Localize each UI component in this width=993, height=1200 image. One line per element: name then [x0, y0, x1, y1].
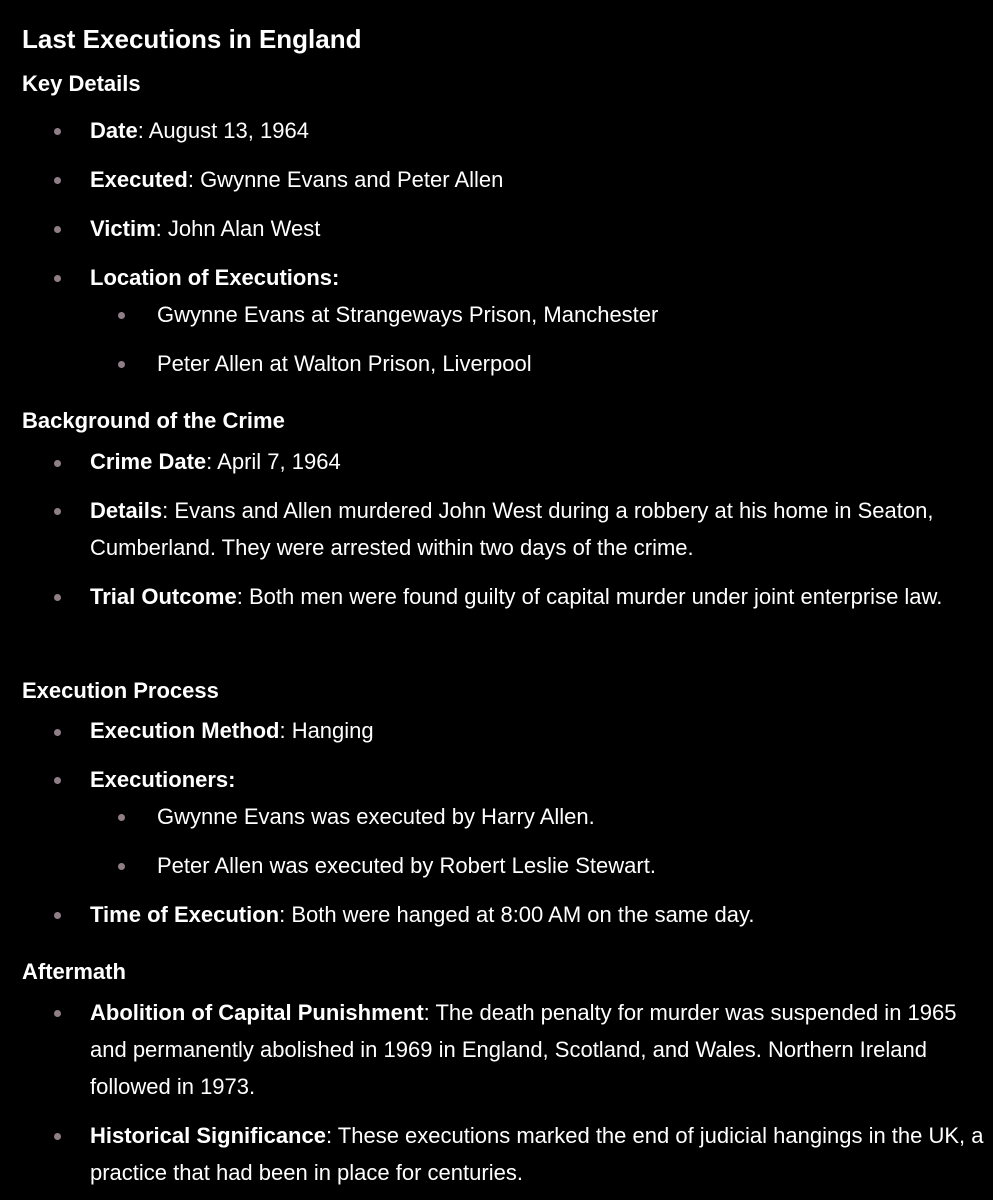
bullet-icon	[118, 312, 125, 319]
bullet-icon	[54, 460, 61, 467]
list-item-crime-date	[90, 443, 985, 480]
list-item-time-of-execution	[90, 896, 985, 933]
item-text: Gwynne Evans and Peter Allen	[200, 167, 504, 192]
item-text: Both men were found guilty of capital murder under joint enterprise law.	[248, 584, 943, 609]
item-label: Executioners	[90, 767, 229, 792]
sub-list-item: Peter Allen at Walton Prison, Liverpool	[157, 351, 532, 376]
list-item-victim	[90, 210, 985, 247]
item-separator: :	[325, 1123, 338, 1148]
item-separator: :	[206, 449, 218, 474]
section-heading-aftermath: Aftermath	[22, 959, 126, 984]
bullet-icon	[54, 177, 61, 184]
list-item-trial-outcome	[90, 578, 985, 615]
item-separator: :	[137, 118, 149, 143]
section-heading-execution-process: Execution Process	[22, 678, 219, 703]
item-label: Trial Outcome	[90, 584, 237, 609]
item-label: Abolition of Capital Punishment	[90, 1000, 424, 1025]
bullet-icon	[54, 729, 61, 736]
item-text: These executions marked the end of judicial hangings in the UK, a practice that had been in place for centuries.	[90, 1123, 984, 1185]
bullet-icon	[54, 1133, 61, 1140]
item-label: Executed	[90, 167, 188, 192]
item-text: August 13, 1964	[148, 118, 309, 143]
list-item-execution-method	[90, 712, 985, 749]
list-item-executioners	[90, 761, 985, 798]
bullet-icon	[118, 361, 125, 368]
item-label: Victim	[90, 216, 156, 241]
bullet-icon	[54, 275, 61, 282]
item-label: Time of Execution	[90, 902, 280, 927]
item-separator: :	[279, 902, 292, 927]
bullet-icon	[54, 912, 61, 919]
bullet-icon	[118, 814, 125, 821]
bullet-icon	[54, 128, 61, 135]
bullet-icon	[54, 508, 61, 515]
item-separator: :	[228, 767, 236, 792]
list-item-historical-significance	[90, 1117, 985, 1191]
item-label: Date	[90, 118, 138, 143]
item-label: Details	[90, 498, 163, 523]
item-text: Hanging	[291, 718, 374, 743]
item-separator: :	[423, 1000, 436, 1025]
bullet-icon	[54, 777, 61, 784]
item-separator: :	[162, 498, 175, 523]
sub-list-item: Gwynne Evans at Strangeways Prison, Manchester	[157, 302, 659, 327]
item-text: The death penalty for murder was suspended in 1965 and permanently abolished in 1969 in England, Scotland, and Wales. Northern Ireland followed in 1973.	[90, 1000, 957, 1099]
sub-list-item: Gwynne Evans was executed by Harry Allen.	[157, 804, 595, 829]
item-text: April 7, 1964	[217, 449, 341, 474]
section-heading-background: Background of the Crime	[22, 408, 285, 433]
list-item-details	[90, 492, 985, 566]
sub-list-item: Peter Allen was executed by Robert Leslie Stewart.	[157, 853, 656, 878]
item-label: Historical Significance	[90, 1123, 326, 1148]
bullet-icon	[54, 226, 61, 233]
item-separator: :	[332, 265, 340, 290]
list-item-location	[90, 259, 985, 296]
item-label: Location of Executions	[90, 265, 333, 290]
item-separator: :	[187, 167, 201, 192]
item-label: Execution Method	[90, 718, 280, 743]
list-item-abolition	[90, 994, 985, 1105]
bullet-icon	[118, 863, 125, 870]
list-item-executed	[90, 161, 985, 198]
item-label: Crime Date	[90, 449, 207, 474]
item-separator: :	[236, 584, 249, 609]
item-text: John Alan West	[167, 216, 321, 241]
bullet-icon	[54, 594, 61, 601]
list-item-date	[90, 112, 985, 149]
page-title: Last Executions in England	[22, 24, 362, 54]
bullet-icon	[54, 1010, 61, 1017]
item-text: Both were hanged at 8:00 AM on the same day.	[291, 902, 755, 927]
item-separator: :	[155, 216, 168, 241]
item-text: Evans and Allen murdered John West during a robbery at his home in Seaton, Cumberland. They were arrested within two days of the crime.	[90, 498, 934, 560]
section-heading-key-details: Key Details	[22, 71, 141, 96]
item-separator: :	[279, 718, 292, 743]
